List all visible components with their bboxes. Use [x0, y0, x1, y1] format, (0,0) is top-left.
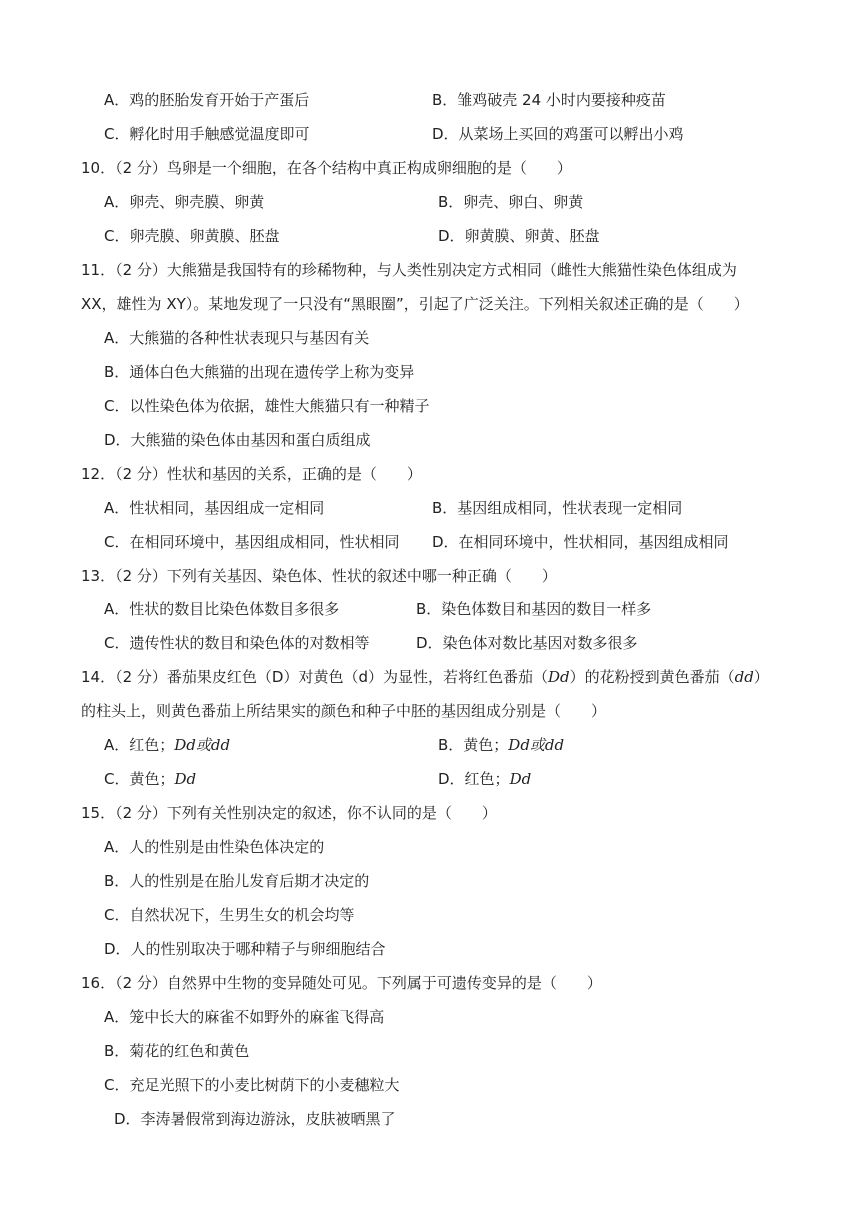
q10-option-a: A．卵壳、卵壳膜、卵黄: [104, 193, 265, 211]
q11-stem-line1: 11．（2 分）大熊猫是我国特有的珍稀物种，与人类性别决定方式相同（雌性大熊猫性染色体组成为: [81, 261, 737, 279]
q14-option-b-math: Dd或dd: [508, 736, 565, 754]
q11-option-c: C．以性染色体为依据，雄性大熊猫只有一种精子: [104, 397, 430, 415]
q14-option-a: [104, 735, 230, 755]
q12-option-d: D．在相同环境中，性状相同，基因组成相同: [432, 533, 729, 551]
q15-option-b: B．人的性别是在胎儿发育后期才决定的: [104, 872, 370, 890]
q14-option-b: [438, 735, 564, 755]
q11-option-a: A．大熊猫的各种性状表现只与基因有关: [104, 329, 370, 347]
q12-option-b: B．基因组成相同，性状表现一定相同: [432, 499, 683, 517]
q14-genotype-yellow: dd: [734, 668, 754, 686]
q16-option-a: A．笼中长大的麻雀不如野外的麻雀飞得高: [104, 1008, 385, 1026]
q15-option-c: C．自然状况下，生男生女的机会均等: [104, 906, 355, 924]
q14-stem-text-a: 14．（2 分）番茄果皮红色（D）对黄色（d）为显性，若将红色番茄（: [81, 668, 548, 686]
q16-option-c: C．充足光照下的小麦比树荫下的小麦穗粒大: [104, 1076, 400, 1094]
q11-option-d: D．大熊猫的染色体由基因和蛋白质组成: [104, 431, 371, 449]
q14-option-c-text: C．黄色；: [104, 770, 175, 788]
q14-stem-line1: [81, 667, 769, 687]
q14-option-c-math: Dd: [174, 770, 197, 788]
q14-option-c: [104, 769, 196, 789]
q9-option-d: D．从菜场上买回的鸡蛋可以孵出小鸡: [432, 125, 684, 143]
q16-option-b: B．菊花的红色和黄色: [104, 1042, 250, 1060]
q13-option-d: D．染色体对数比基因对数多很多: [416, 634, 638, 652]
q14-option-d: [438, 769, 531, 789]
q14-stem-text-c: ）: [753, 668, 769, 686]
q15-stem: 15．（2 分）下列有关性别决定的叙述，你不认同的是（ ）: [81, 804, 497, 822]
q10-option-b: B．卵壳、卵白、卵黄: [438, 193, 584, 211]
q12-option-a: A．性状相同，基因组成一定相同: [104, 499, 325, 517]
q10-stem: 10．（2 分）鸟卵是一个细胞，在各个结构中真正构成卵细胞的是（ ）: [81, 159, 572, 177]
q9-option-a: A．鸡的胚胎发育开始于产蛋后: [104, 91, 310, 109]
q16-stem: 16．（2 分）自然界中生物的变异随处可见。下列属于可遗传变异的是（ ）: [81, 974, 602, 992]
q12-stem: 12．（2 分）性状和基因的关系，正确的是（ ）: [81, 465, 422, 483]
q14-option-d-math: Dd: [509, 770, 532, 788]
q11-option-b: B．通体白色大熊猫的出现在遗传学上称为变异: [104, 363, 415, 381]
q12-option-c: C．在相同环境中，基因组成相同，性状相同: [104, 533, 400, 551]
q15-option-d: D．人的性别取决于哪种精子与卵细胞结合: [104, 940, 386, 958]
q9-option-c: C．孵化时用手触感觉温度即可: [104, 125, 310, 143]
q13-option-a: A．性状的数目比染色体数目多很多: [104, 600, 340, 618]
q13-option-c: C．遗传性状的数目和染色体的对数相等: [104, 634, 370, 652]
q15-option-a: A．人的性别是由性染色体决定的: [104, 838, 325, 856]
q14-genotype-red: Dd: [547, 668, 570, 686]
q14-option-a-math: Dd或dd: [174, 736, 231, 754]
q11-stem-line2: XX，雄性为 XY）。某地发现了一只没有“黑眼圈”，引起了广泛关注。下列相关叙述正确的是（ ）: [81, 295, 749, 313]
q10-option-c: C．卵壳膜、卵黄膜、胚盘: [104, 227, 280, 245]
q14-stem-text-b: ）的花粉授到黄色番茄（: [569, 668, 735, 686]
q14-option-a-text: A．红色；: [104, 736, 175, 754]
q16-option-d: D．李涛暑假常到海边游泳，皮肤被晒黑了: [114, 1110, 396, 1128]
q14-option-b-text: B．黄色；: [438, 736, 509, 754]
q14-option-d-text: D．红色；: [438, 770, 510, 788]
q9-option-b: B．雏鸡破壳 24 小时内要接种疫苗: [432, 91, 666, 109]
q13-stem: 13．（2 分）下列有关基因、染色体、性状的叙述中哪一种正确（ ）: [81, 567, 557, 585]
q10-option-d: D．卵黄膜、卵黄、胚盘: [438, 227, 600, 245]
q14-stem-line2: 的柱头上，则黄色番茄上所结果实的颜色和种子中胚的基因组成分别是（ ）: [81, 702, 607, 720]
q13-option-b: B．染色体数目和基因的数目一样多: [416, 600, 652, 618]
